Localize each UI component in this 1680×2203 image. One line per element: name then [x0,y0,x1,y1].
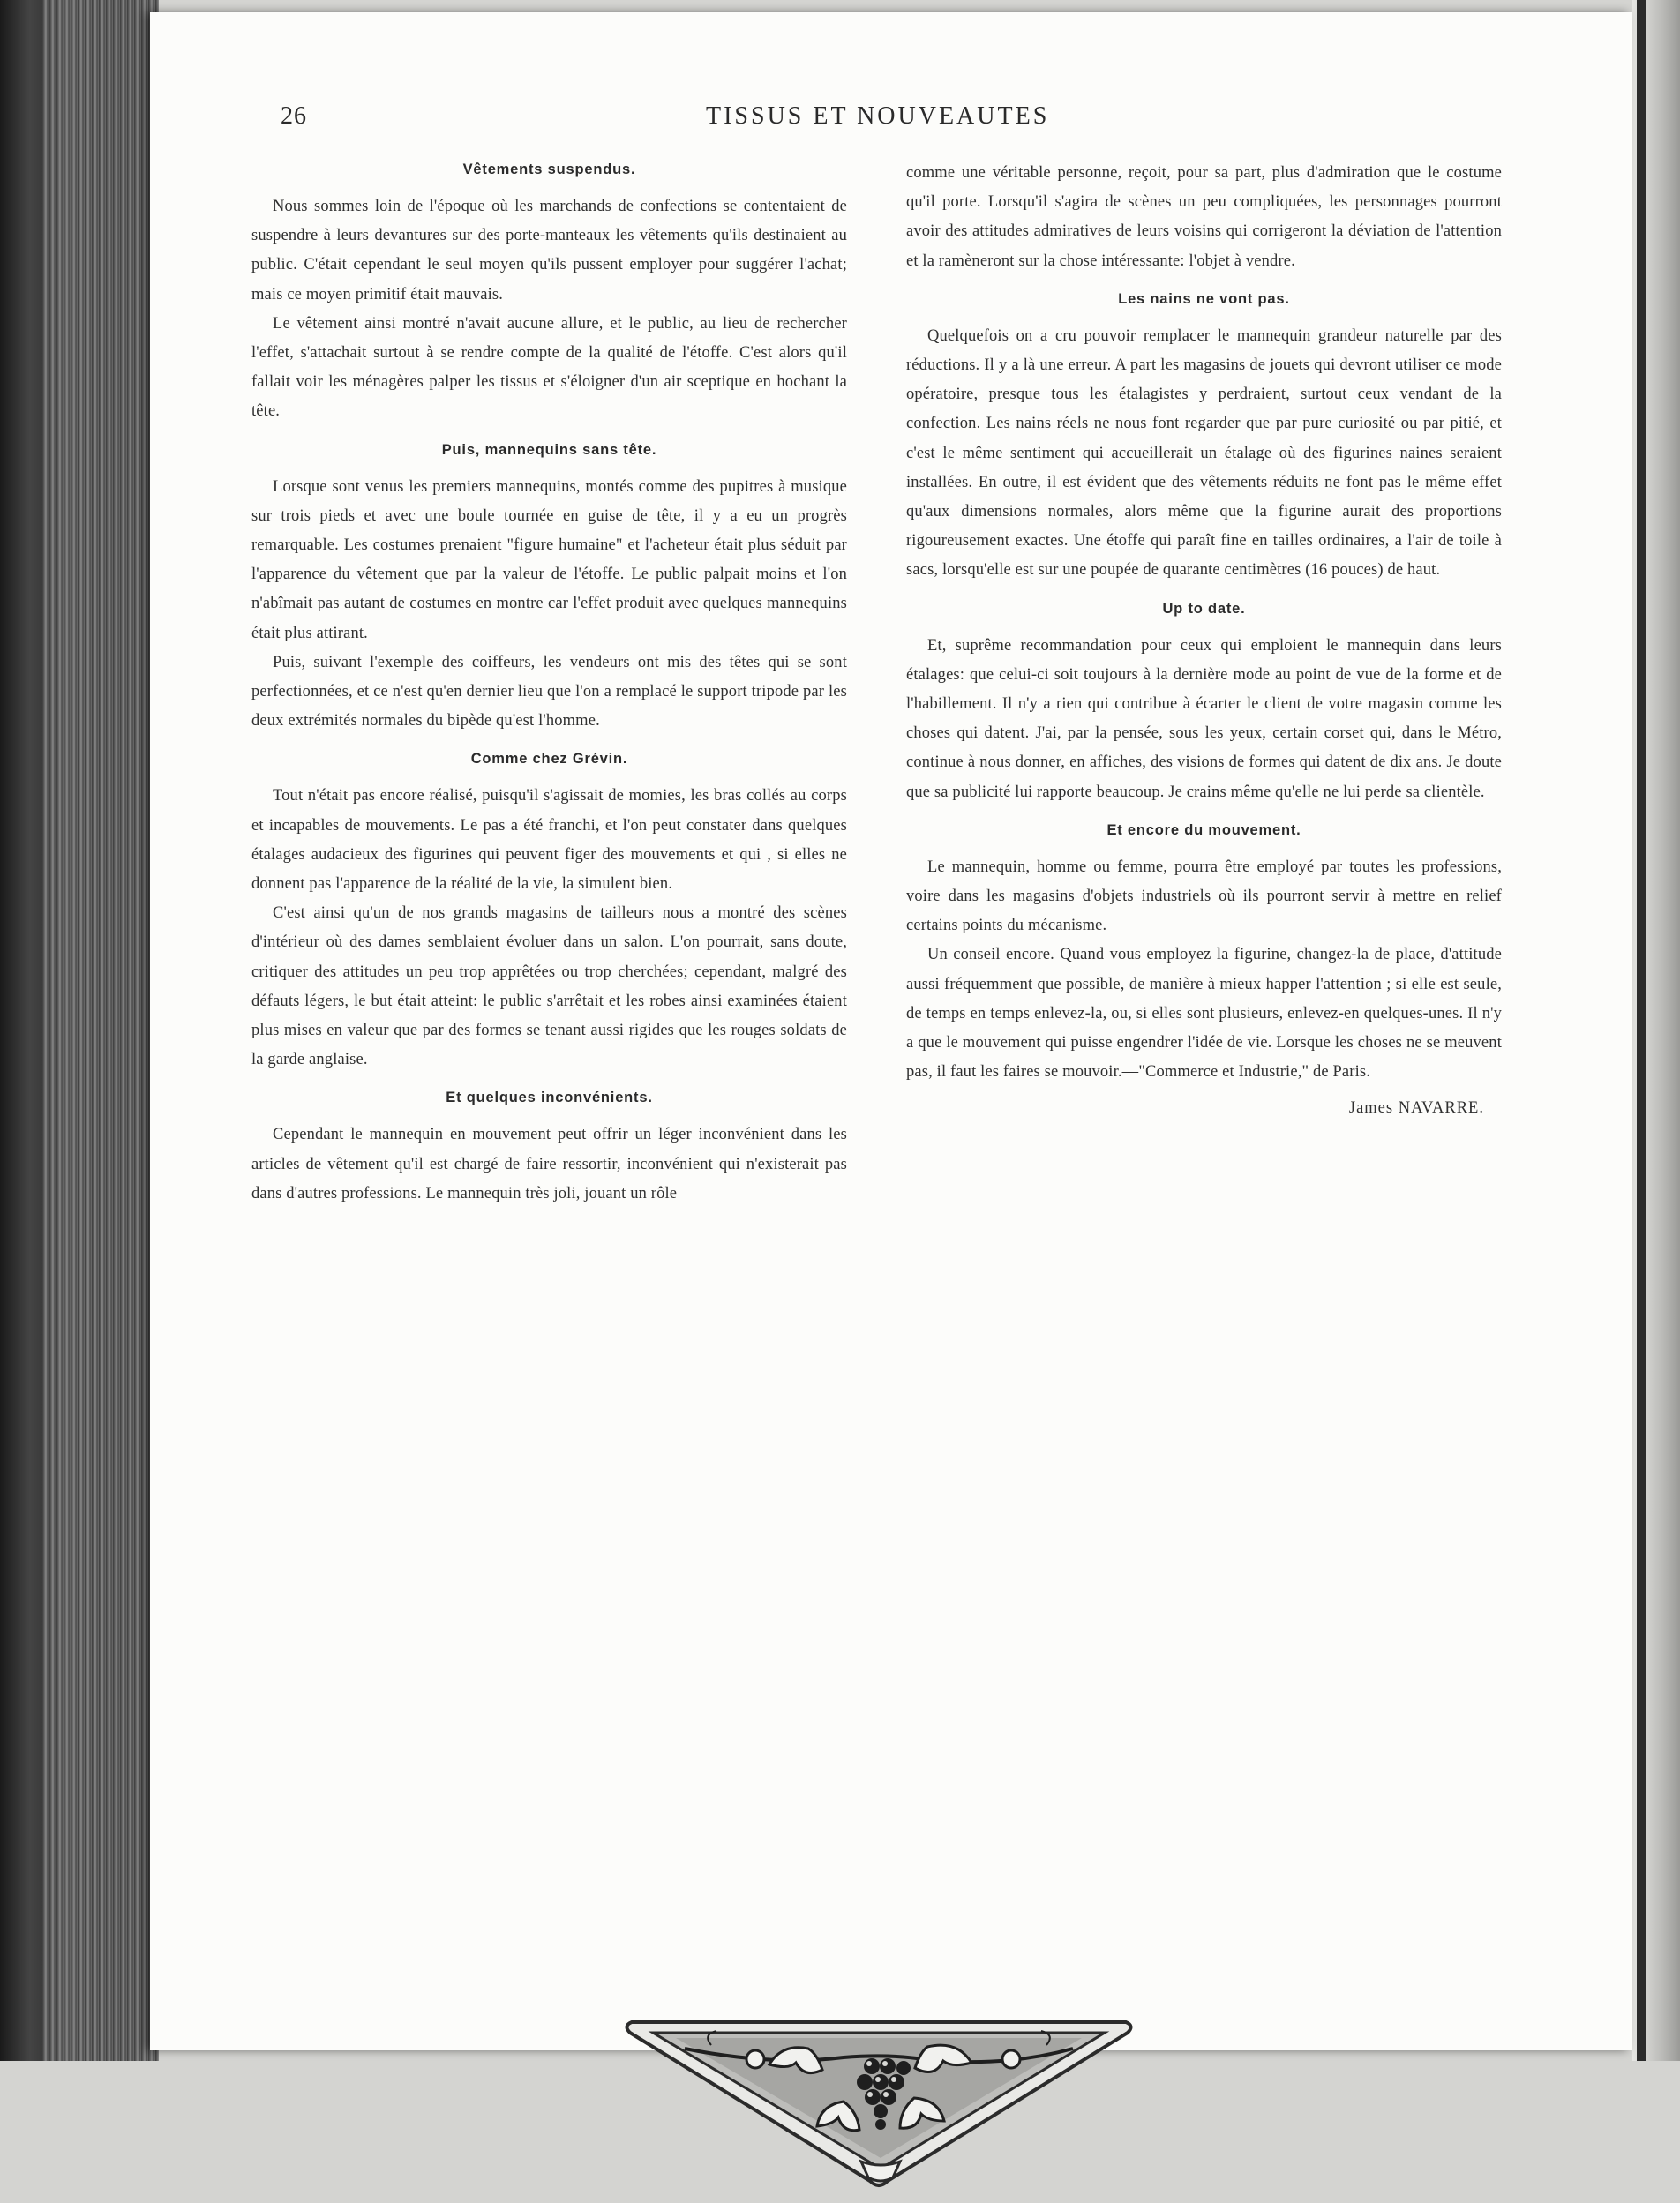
right-column [906,159,1502,1124]
section-heading: Les nains ne vont pas. [1118,290,1290,307]
page-header [281,102,1075,141]
running-title: TISSUS ET NOUVEAUTES [706,102,1050,130]
section-heading: Et encore du mouvement. [1106,821,1301,838]
section-heading: Vêtements suspendus. [462,161,636,177]
paragraph: Nous sommes loin de l'époque où les marchands de confections se contentaient de suspendre à leurs devantures sur des porte-manteaux les vêtements qu'ils destinaient au public. C'était cependant le seul moyen qu'ils pussent employer pour suggérer l'achat; mais ce moyen primitif était mauvais. [251,198,847,303]
grape-vine-ornament-icon [623,2013,1135,2203]
paragraph: Le mannequin, homme ou femme, pourra être employé par toutes les professions, voire dans les magasins d'objets industriels où ils pourront servir à mettre en relief certains points du mécanisme. [906,858,1502,935]
paragraph: Puis, suivant l'exemple des coiffeurs, les vendeurs ont mis des têtes qui se sont perfectionnées, et ce n'est qu'en dernier lieu que l'on a remplacé le support tripode par les deux extrémités normales du bipède qu'est l'homme. [251,653,847,731]
paragraph: Et, suprême recommandation pour ceux qui emploient le mannequin dans leurs étalages: que celui-ci soit toujours à la dernière mode au point de vue de la forme et de l'habillement. Il n'y a rien qui contribue à écarter le client de votre magasin comme les choses qui datent. J'ai, par la pensée, sous les yeux, certain corset qui, dans le Métro, continue à nous donner, en affiches, des visions de formes qui datent de dix ans. Je doute que sa publicité lui rapporte beaucoup. Je crains même qu'elle ne lui perde sa clientèle. [906,636,1502,801]
paragraph: Quelquefois on a cru pouvoir remplacer le mannequin grandeur naturelle par des réductions. Il y a là une erreur. A part les magasins de jouets qui devront utiliser ce mode opératoire, presque tous les étalagistes y perdraient, surtout ceux vendant de la confection. Les nains réels ne nous font regarder que par pure curiosité ou par pitié, et c'est le même sentiment qui accueillerait un étalage où des figurines naines seraient installées. En outre, il est évident que des vêtements réduits ne font pas le même effet qu'aux dimensions normales, alors même que la figurine aurait des proportions rigoureusement exactes. Une étoffe qui paraît fine en tailles ordinaires, a l'air de toile à sacs, lorsqu'elle est sur une poupée de quarante centimètres (16 pouces) de haut. [906,326,1502,580]
paragraph: Cependant le mannequin en mouvement peut offrir un léger inconvénient dans les articles de vêtement qu'il est chargé de faire ressortir, inconvénient qui n'existerait pas dans d'autres professions. Le mannequin très joli, jouant un rôle [251,1126,847,1203]
book-spine-shadow [0,0,42,2061]
section-heading: Puis, mannequins sans tête. [441,441,657,458]
paragraph: Le vêtement ainsi montré n'avait aucune allure, et le public, au lieu de rechercher l'effet, s'attachait surtout à se rendre compte de la qualité de l'étoffe. C'est alors qu'il fallait voir les ménagères palper les tissus et s'éloigner d'un air sceptique en hochant la tête. [251,314,847,421]
paragraph: Lorsque sont venus les premiers mannequins, montés comme des pupitres à musique sur trois pieds et avec une boule tournée en guise de tête, il y a eu un progrès remarquable. Les costumes prenaient "figure humaine" et l'acheteur était plus séduit par l'apparence du vêtement que par la valeur de l'étoffe. Le public palpait moins et l'on n'abîmait pas autant de costumes en montre car l'effet produit avec quelques mannequins était plus attirant. [251,477,847,642]
left-column [251,159,847,1209]
author-signature: James NAVARRE. [1348,1099,1484,1118]
section-heading: Comme chez Grévin. [470,751,628,768]
paragraph: C'est ainsi qu'un de nos grands magasins de tailleurs nous a montré des scènes d'intérieur où des dames semblaient évoluer dans un salon. L'on pourrait, sans doute, critiquer des attitudes un peu trop apprêtées ou trop cherchées; cependant, malgré des défauts légers, le but était atteint: le public s'arrêtait et les robes ainsi examinées étaient plus mises en valeur que par des formes se tenant aussi rigides que les rouges soldats de la garde anglaise. [251,904,847,1069]
section-heading: Et quelques inconvénients. [446,1090,653,1106]
section-heading: Up to date. [1162,600,1246,617]
page-number: 26 [281,102,307,130]
paragraph: Tout n'était pas encore réalisé, puisqu'il s'agissait de momies, les bras collés au corps et incapables de mouvements. Le pas a été franchi, et l'on peut constater dans quelques étalages audacieux des figurines qui peuvent figer des mouvements et qui , si elles ne donnent pas l'apparence de la réalité de la vie, la simulent bien. [251,787,847,894]
right-page-gap [1637,0,1646,2061]
paragraph: Un conseil encore. Quand vous employez la figurine, changez-la de place, d'attitude aussi fréquemment que possible, de manière à mieux happer l'attention ; si elle est seule, de temps en temps enlevez-la, ou, si elles sont plusieurs, enlevez-en quelques-unes. Il n'y a que le mouvement qui puisse engendrer l'idée de vie. Lorsque les choses ne se meuvent pas, il faut les faires se mouvoir.—"Commerce et Industrie," de Paris. [906,946,1502,1082]
paragraph-continuation: comme une véritable personne, reçoit, pour sa part, plus d'admiration que le costume qu'il porte. Lorsqu'il s'agira de scènes un peu compliquées, les personnages pourront avoir des attitudes admiratives de leurs voisins qui corrigeront la déviation de l'attention et la ramèneront sur la chose intéressante: l'objet à vendre. [906,164,1502,270]
